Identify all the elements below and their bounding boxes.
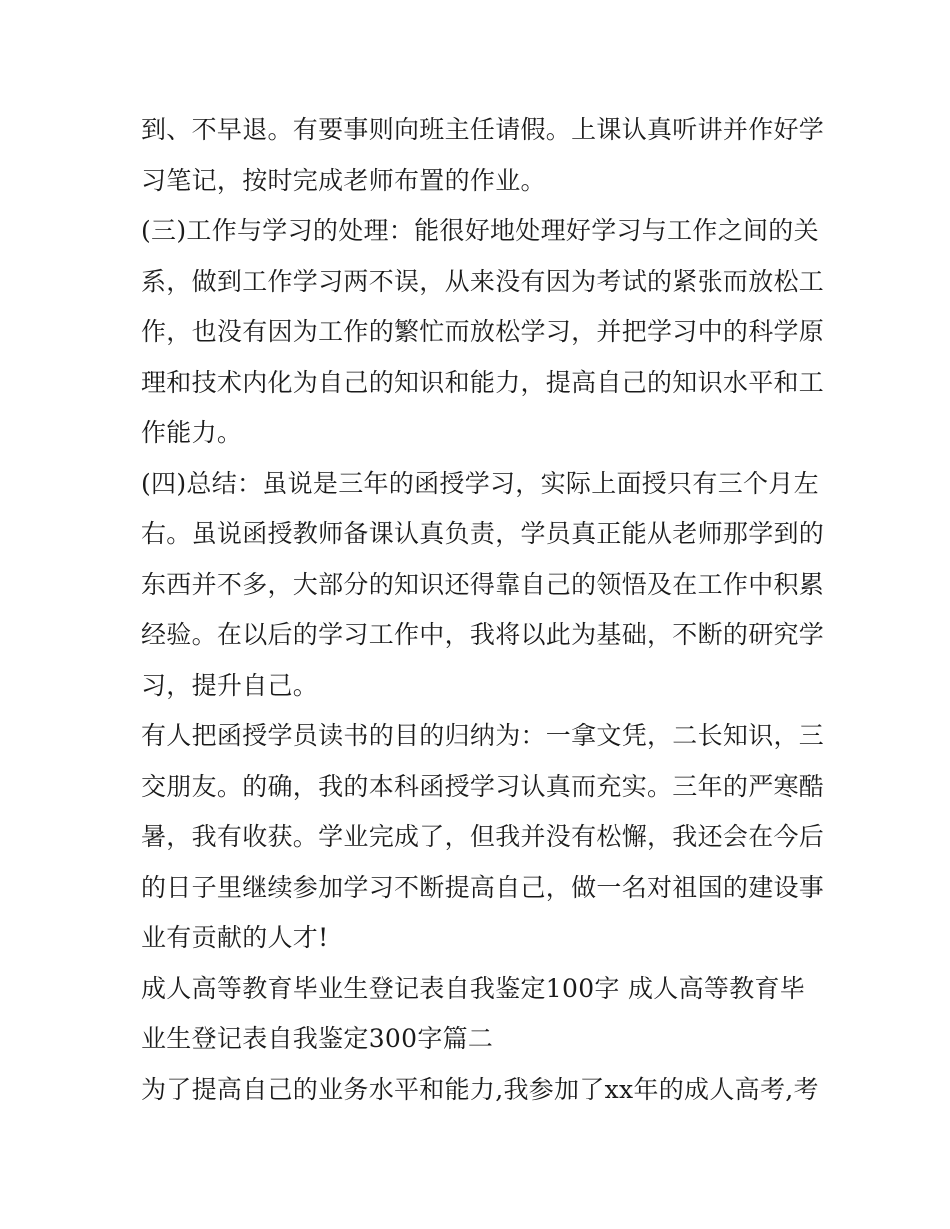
text-line: 习笔记，按时完成老师布置的作业。 <box>141 165 546 195</box>
text-line: 业有贡献的人才! <box>141 923 329 952</box>
text-line: 的日子里继续参加学习不断提高自己，做一名对祖国的建设事 <box>141 872 825 902</box>
text-line: 到、不早退。有要事则向班主任请假。上课认真听讲并作好学 <box>141 115 825 144</box>
text-line: 系，做到工作学习两不误，从来没有因为考试的紧张而放松工 <box>141 266 825 296</box>
text-line: 右。虽说函授教师备课认真负责，学员真正能从老师那学到的 <box>141 519 825 548</box>
text-line: 暑，我有收获。学业完成了，但我并没有松懈，我还会在今后 <box>141 822 825 851</box>
text-line: 理和技术内化为自己的知识和能力，提高自己的知识水平和工 <box>141 367 825 397</box>
text-line: 作，也没有因为工作的繁忙而放松学习，并把学习中的科学原 <box>141 317 825 346</box>
section-heading-line: 成人高等教育毕业生登记表自我鉴定100字 成人高等教育毕 <box>141 973 806 1003</box>
text-line: 东西并不多，大部分的知识还得靠自己的领悟及在工作中积累 <box>141 569 825 599</box>
text-line: (四)总结：虽说是三年的函授学习，实际上面授只有三个月左 <box>141 468 819 498</box>
text-line: 交朋友。的确，我的本科函授学习认真而充实。三年的严寒酷 <box>141 771 825 801</box>
text-line: 作能力。 <box>141 418 243 447</box>
section-heading-line: 业生登记表自我鉴定300字篇二 <box>141 1024 494 1053</box>
text-line: 为了提高自己的业务水平和能力,我参加了xx年的成人高考,考 <box>141 1074 819 1104</box>
text-line: (三)工作与学习的处理：能很好地处理好学习与工作之间的关 <box>141 216 819 245</box>
document-body <box>141 105 825 1115</box>
text-line: 经验。在以后的学习工作中，我将以此为基础，不断的研究学 <box>141 620 825 649</box>
text-line: 有人把函授学员读书的目的归纳为：一拿文凭，二长知识，三 <box>141 721 825 750</box>
text-line: 习，提升自己。 <box>141 670 319 700</box>
